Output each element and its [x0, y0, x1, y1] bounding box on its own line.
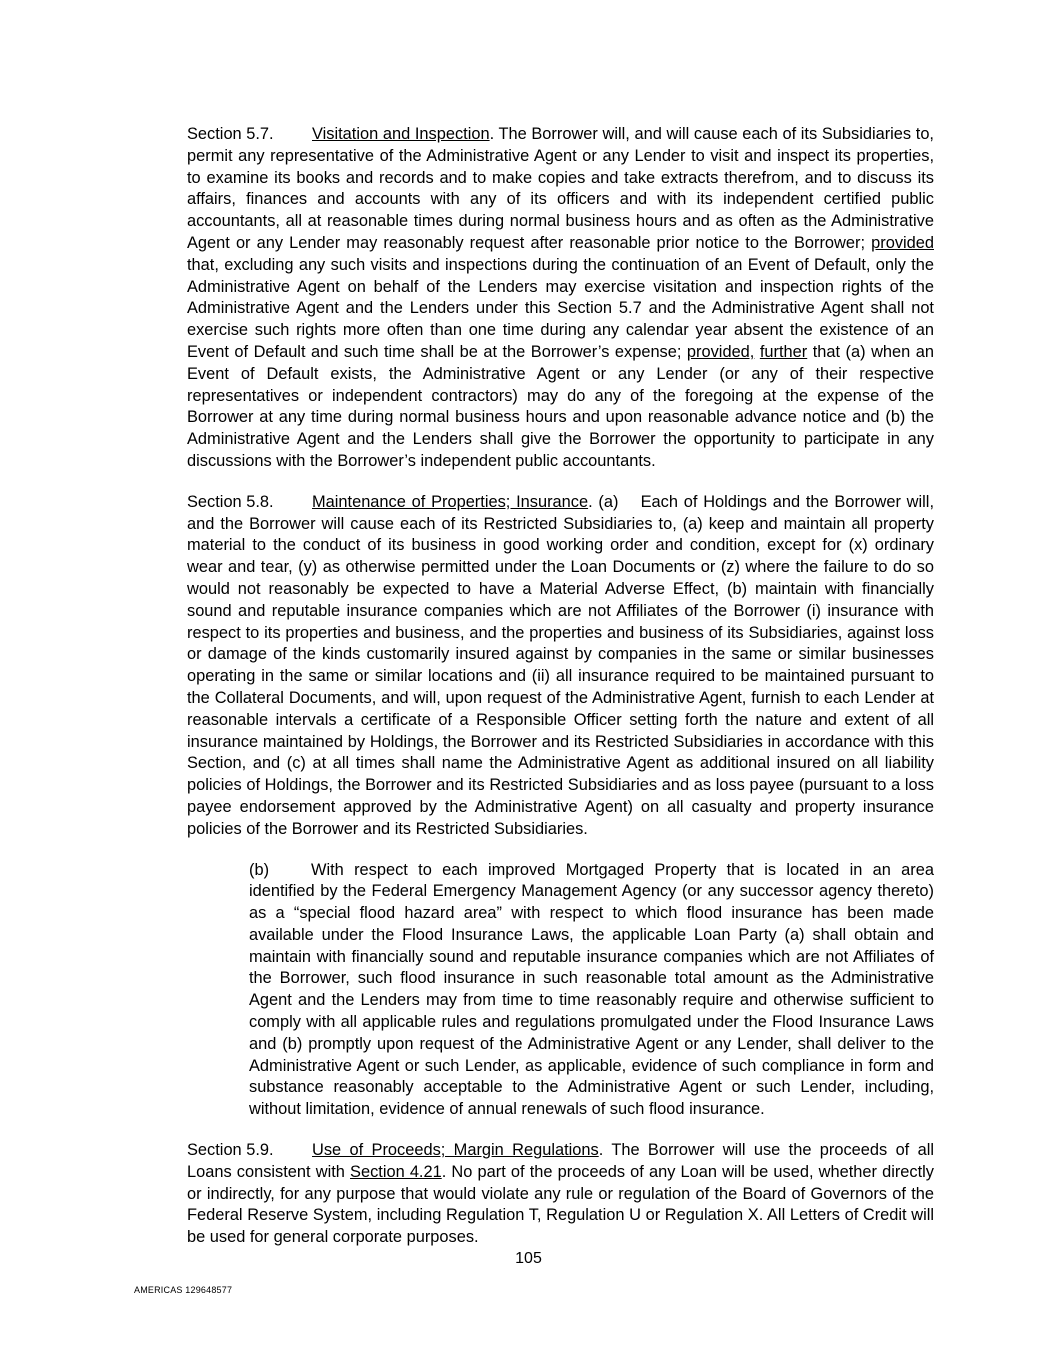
document-page: [124, 124, 934, 1268]
section-5-7-text-1: . The Borrower will, and will cause each of its Subsidiaries to, permit any representative of the Administrative Agent or any Lender to visit and inspect its properties, to examine its books and records and to make copies and take extracts therefrom, and to discuss its affairs, finances and accounts with any of its officers and with its independent certified public accountants, all at reasonable times during normal business hours and as often as the Administrative Agent or any Lender may reasonably request after reasonable prior notice to the Borrower;: [187, 125, 934, 252]
section-5-9-text-1: . The Borrower will use the proceeds of all Loans consistent with: [187, 1141, 934, 1181]
page-number: 105: [515, 1250, 542, 1267]
section-5-7-text-2: that, excluding any such visits and inspections during the continuation of an Event of Default, only the Administrative Agent on behalf of the Lenders may exercise visitation and inspection rights of the Administrative Agent and the Lenders under this Section 5.7 and the Administrative Agent shall not exercise such rights more often than one time during any calendar year absent the existence of an Event of Default and such time shall be at the Borrower’s expense;: [187, 255, 934, 361]
document-id: AMERICAS 129648577: [134, 1285, 233, 1295]
section-5-8-b-label: (b): [249, 860, 270, 879]
provided-term: provided: [871, 233, 934, 252]
section-5-8-b-text: With respect to each improved Mortgaged Property that is located in an area identified by the Federal Emergency Management Agency (or any successor agency thereto) as a “special flood hazard area” with respect to which flood insurance has been made available under the Flood Insurance Laws, the applicable Loan Party (a) shall obtain and maintain with financially sound and reputable insurance companies which are not Affiliates of the Borrower, such flood insurance in such reasonable total amount as the Administrative Agent and the Lenders may from time to time reasonably require and otherwise sufficient to comply with all applicable rules and regulations promulgated under the Flood Insurance Laws and (b) promptly upon request of the Administrative Agent or any Lender, shall deliver to the Administrative Agent or such Lender, as applicable, evidence of such compliance in form and substance reasonably acceptable to the Administrative Agent or such Lender, including, without limitation, evidence of annual renewals of such flood insurance.: [249, 860, 934, 1119]
section-5-9-title: Use of Proceeds; Margin Regulations: [312, 1141, 599, 1160]
section-5-9-paragraph: [124, 1140, 934, 1249]
section-5-9-number: Section 5.9.: [187, 1141, 274, 1160]
section-5-8-number: Section 5.8.: [187, 492, 274, 511]
provided-term-2: provided,: [686, 342, 755, 361]
section-5-9-text-2: . No part of the proceeds of any Loan will be used, whether directly or indirectly, for any purpose that would violate any rule or regulation of the Board of Governors of the Federal Reserve System, including Regulation T, Regulation U or Regulation X. All Letters of Credit will be used for general corporate purposes.: [187, 1162, 935, 1247]
section-5-7-paragraph: [124, 124, 934, 473]
section-5-8-b-paragraph: [124, 860, 934, 1122]
section-5-8-title: Maintenance of Properties; Insurance: [312, 492, 589, 511]
section-4-21-reference: Section 4.21: [350, 1162, 442, 1181]
section-5-7-title: Visitation and Inspection: [312, 125, 490, 143]
section-5-8-paragraph: [124, 492, 934, 841]
section-5-7-text-3: that (a) when an Event of Default exists, the Administrative Agent or any Lender (or any of their respective representatives or independent contractors) may do any of the foregoing at the expense of the Borrower at any time during normal business hours and upon reasonable advance notice and (b) the Administrative Agent and the Lenders shall give the Borrower the opportunity to participate in any discussions with the Borrower’s independent public accountants.: [187, 342, 934, 470]
further-term: further: [759, 342, 808, 361]
section-5-8-text-a: . (a) Each of Holdings and the Borrower will, and the Borrower will cause each of its Restricted Subsidiaries to, (a) keep and maintain all property material to the conduct of its business in good working order and condition, except for (x) ordinary wear and tear, (y) as otherwise permitted under the Loan Documents or (z) where the failure to do so would not reasonably be expected to have a Material Adverse Effect, (b) maintain with financially sound and reputable insurance companies which are not Affiliates of the Borrower (i) insurance with respect to its properties and business, and the properties and business of its Subsidiaries, against loss or damage of the kinds customarily insured against by companies in the same or similar businesses operating in the same or similar locations and (ii) all insurance required to be maintained pursuant to the Collateral Documents, and will, upon request of the Administrative Agent, furnish to each Lender at reasonable intervals a certificate of a Responsible Officer setting forth the nature and extent of all insurance maintained by Holdings, the Borrower and its Restricted Subsidiaries in accordance with this Section, and (c) at all times shall name the Administrative Agent as additional insured on all liability policies of Holdings, the Borrower and its Restricted Subsidiaries and as loss payee (pursuant to a loss payee endorsement approved by the Administrative Agent) on all casualty and property insurance policies of the Borrower and its Restricted Subsidiaries.: [187, 492, 934, 838]
section-5-7-number: Section 5.7.: [187, 125, 274, 143]
